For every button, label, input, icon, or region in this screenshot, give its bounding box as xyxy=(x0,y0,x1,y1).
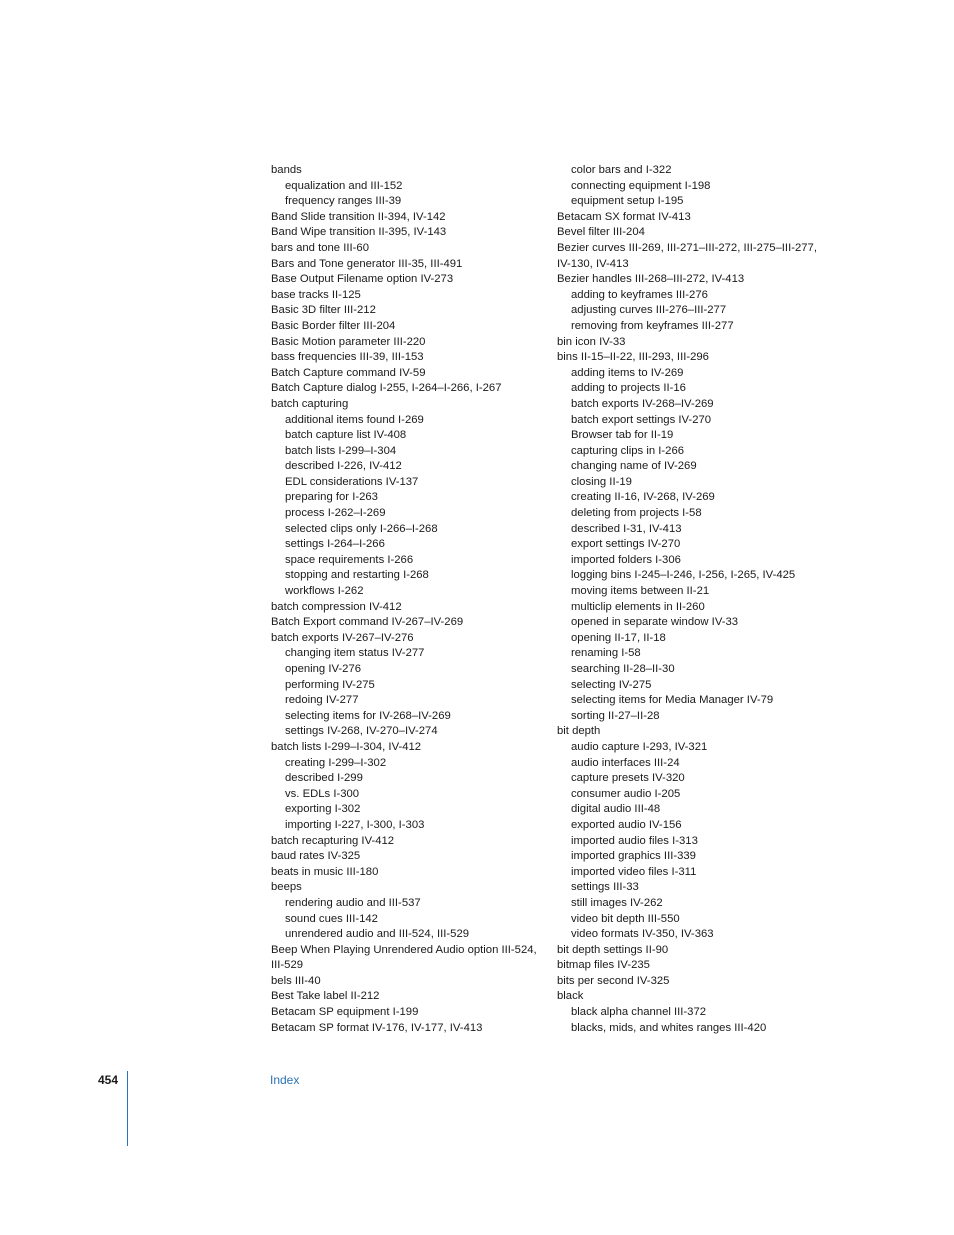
index-entry: Basic 3D filter III-212 xyxy=(271,304,376,317)
index-subentry: importing I-227, I-300, I-303 xyxy=(285,818,425,831)
index-entry: batch recapturing IV-412 xyxy=(271,834,395,847)
index-column-right xyxy=(557,163,827,1036)
index-subentry: settings IV-268, IV-270–IV-274 xyxy=(285,725,438,738)
index-subentry: connecting equipment I-198 xyxy=(571,179,711,192)
index-subentry: performing IV-275 xyxy=(285,678,375,691)
index-entry: Bevel filter III-204 xyxy=(557,226,645,239)
index-subentry: multiclip elements in II-260 xyxy=(571,600,705,613)
index-subentry: selected clips only I-266–I-268 xyxy=(285,522,438,535)
index-subentry: batch exports IV-268–IV-269 xyxy=(571,397,714,410)
index-entry: Betacam SX format IV-413 xyxy=(557,210,691,223)
index-entry: Batch Export command IV-267–IV-269 xyxy=(271,616,464,629)
index-entry: bitmap files IV-235 xyxy=(557,959,650,972)
index-entry: bin icon IV-33 xyxy=(557,335,626,348)
index-entry: batch exports IV-267–IV-276 xyxy=(271,631,414,644)
index-entry: Betacam SP format IV-176, IV-177, IV-413 xyxy=(271,1021,483,1034)
index-subentry: consumer audio I-205 xyxy=(571,787,681,800)
index-subentry: redoing IV-277 xyxy=(285,694,359,707)
index-entry: Beep When Playing Unrendered Audio option III-524, III-529 xyxy=(271,943,537,972)
index-entry: Bezier handles III-268–III-272, IV-413 xyxy=(557,273,745,286)
index-subentry: exporting I-302 xyxy=(285,803,361,816)
index-entry: bands xyxy=(271,164,302,176)
page-number: 454 xyxy=(98,1073,119,1087)
index-subentry: imported graphics III-339 xyxy=(571,850,696,863)
index-entry: bars and tone III-60 xyxy=(271,241,369,254)
index-subentry: preparing for I-263 xyxy=(285,491,378,504)
index-subentry: digital audio III-48 xyxy=(571,803,661,816)
index-subentry: process I-262–I-269 xyxy=(285,507,386,520)
index-entry: batch compression IV-412 xyxy=(271,600,402,613)
index-subentry: audio capture I-293, IV-321 xyxy=(571,740,708,753)
index-subentry: settings III-33 xyxy=(571,881,639,894)
index-subentry: adding items to IV-269 xyxy=(571,366,684,379)
index-subentry: rendering audio and III-537 xyxy=(285,896,421,909)
index-subentry: sorting II-27–II-28 xyxy=(571,709,660,722)
index-subentry: video formats IV-350, IV-363 xyxy=(571,928,714,941)
index-subentry: selecting items for IV-268–IV-269 xyxy=(285,709,451,722)
index-subentry: space requirements I-266 xyxy=(285,553,414,566)
index-subentry: moving items between II-21 xyxy=(571,585,710,598)
index-entry: Band Slide transition II-394, IV-142 xyxy=(271,210,446,223)
index-entry: bits per second IV-325 xyxy=(557,974,670,987)
index-subentry: described I-226, IV-412 xyxy=(285,460,402,473)
index-subentry: imported video files I-311 xyxy=(571,865,697,878)
index-subentry: capturing clips in I-266 xyxy=(571,444,685,457)
index-subentry: described I-299 xyxy=(285,772,363,785)
index-subentry: imported audio files I-313 xyxy=(571,834,698,847)
index-subentry: opening IV-276 xyxy=(285,663,362,675)
index-entry: Basic Border filter III-204 xyxy=(271,319,396,332)
index-subentry: removing from keyframes III-277 xyxy=(571,319,734,332)
index-entry: bit depth xyxy=(557,725,601,738)
index-entry: batch lists I-299–I-304, IV-412 xyxy=(271,740,422,753)
index-subentry: creating I-299–I-302 xyxy=(285,756,387,769)
index-subentry: batch lists I-299–I-304 xyxy=(285,444,397,457)
index-subentry: capture presets IV-320 xyxy=(571,772,685,785)
index-subentry: described I-31, IV-413 xyxy=(571,522,682,535)
index-entry: base tracks II-125 xyxy=(271,288,361,301)
index-entry: Bars and Tone generator III-35, III-491 xyxy=(271,257,463,270)
index-column-left xyxy=(271,163,541,1036)
index-subentry: black alpha channel III-372 xyxy=(571,1006,707,1019)
footer-divider xyxy=(127,1071,128,1146)
index-subentry: sound cues III-142 xyxy=(285,912,378,925)
index-subentry: adjusting curves III-276–III-277 xyxy=(571,304,727,317)
index-subentry: deleting from projects I-58 xyxy=(571,507,702,520)
index-entry: beeps xyxy=(271,881,302,894)
index-subentry: opening II-17, II-18 xyxy=(571,631,666,644)
index-subentry: opened in separate window IV-33 xyxy=(571,616,739,629)
index-subentry: export settings IV-270 xyxy=(571,538,681,551)
index-subentry: frequency ranges III-39 xyxy=(285,195,402,208)
index-entry: baud rates IV-325 xyxy=(271,850,361,863)
index-subentry: color bars and I-322 xyxy=(571,164,672,176)
index-subentry: vs. EDLs I-300 xyxy=(285,787,360,800)
index-entry: Bezier curves III-269, III-271–III-272, III-275–III-277, IV-130, IV-413 xyxy=(557,241,817,270)
index-subentry: video bit depth III-550 xyxy=(571,912,680,925)
section-label: Index xyxy=(270,1073,300,1087)
index-entry: bels III-40 xyxy=(271,974,321,987)
index-subentry: Browser tab for II-19 xyxy=(571,429,674,442)
index-entry: Batch Capture dialog I-255, I-264–I-266, I-267 xyxy=(271,382,502,395)
index-subentry: selecting IV-275 xyxy=(571,678,652,691)
index-entry: Batch Capture command IV-59 xyxy=(271,366,426,379)
index-entry: batch capturing xyxy=(271,397,349,410)
index-subentry: still images IV-262 xyxy=(571,896,663,909)
index-subentry: EDL considerations IV-137 xyxy=(285,475,419,488)
index-subentry: unrendered audio and III-524, III-529 xyxy=(285,928,470,941)
index-subentry: batch export settings IV-270 xyxy=(571,413,712,426)
index-entry: bins II-15–II-22, III-293, III-296 xyxy=(557,351,709,364)
index-subentry: exported audio IV-156 xyxy=(571,818,682,831)
index-subentry: stopping and restarting I-268 xyxy=(285,569,429,582)
index-subentry: adding to keyframes III-276 xyxy=(571,288,708,301)
index-subentry: equipment setup I-195 xyxy=(571,195,684,208)
index-entry: Best Take label II-212 xyxy=(271,990,380,1003)
index-subentry: selecting items for Media Manager IV-79 xyxy=(571,694,774,707)
index-entry: bass frequencies III-39, III-153 xyxy=(271,351,424,364)
index-subentry: adding to projects II-16 xyxy=(571,382,686,395)
index-subentry: imported folders I-306 xyxy=(571,553,681,566)
index-entry: Band Wipe transition II-395, IV-143 xyxy=(271,226,447,239)
index-subentry: renaming I-58 xyxy=(571,647,641,660)
index-subentry: creating II-16, IV-268, IV-269 xyxy=(571,491,715,504)
index-entry: Base Output Filename option IV-273 xyxy=(271,273,454,286)
index-entry: Betacam SP equipment I-199 xyxy=(271,1006,419,1019)
index-subentry: equalization and III-152 xyxy=(285,179,403,192)
index-entry: bit depth settings II-90 xyxy=(557,943,669,956)
index-entry: beats in music III-180 xyxy=(271,865,379,878)
index-subentry: changing item status IV-277 xyxy=(285,647,425,660)
index-subentry: blacks, mids, and whites ranges III-420 xyxy=(571,1021,767,1034)
index-subentry: closing II-19 xyxy=(571,475,632,488)
index-subentry: audio interfaces III-24 xyxy=(571,756,680,769)
index-subentry: searching II-28–II-30 xyxy=(571,663,675,675)
index-subentry: batch capture list IV-408 xyxy=(285,429,407,442)
index-subentry: settings I-264–I-266 xyxy=(285,538,385,551)
index-subentry: logging bins I-245–I-246, I-256, I-265, IV-425 xyxy=(571,569,796,582)
index-subentry: changing name of IV-269 xyxy=(571,460,697,473)
index-entry: black xyxy=(557,990,584,1003)
index-subentry: additional items found I-269 xyxy=(285,413,424,426)
index-entry: Basic Motion parameter III-220 xyxy=(271,335,426,348)
index-subentry: workflows I-262 xyxy=(285,585,364,598)
